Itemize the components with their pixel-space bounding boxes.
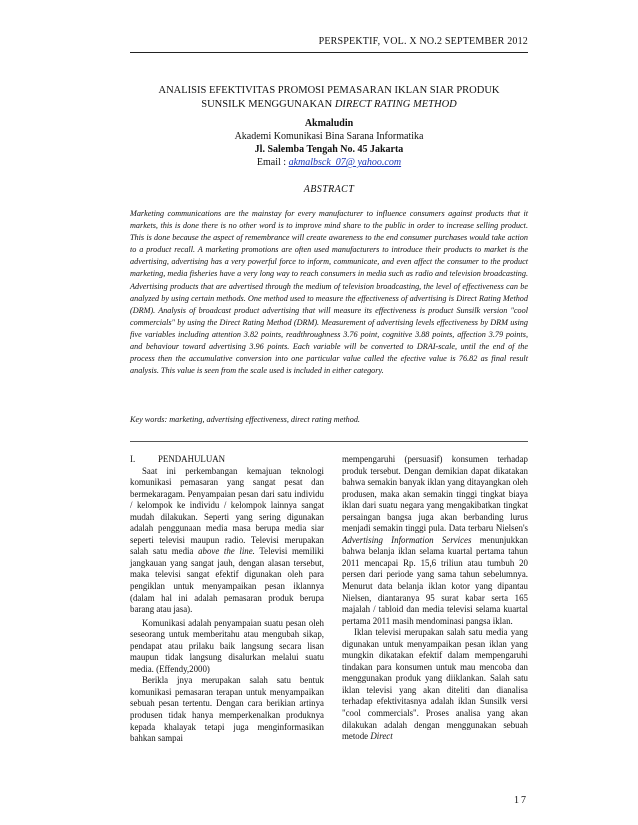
section-title: PENDAHULUAN <box>158 454 226 464</box>
author-affiliation: Akademi Komunikasi Bina Sarana Informatika <box>234 131 424 142</box>
author-address: Jl. Salemba Tengah No. 45 Jakarta <box>254 144 404 155</box>
paper-title <box>100 84 558 112</box>
section-rule <box>130 441 528 442</box>
header-rule <box>130 52 528 53</box>
section-heading <box>130 454 324 466</box>
running-head: PERSPEKTIF, VOL. X NO.2 SEPTEMBER 2012 <box>318 36 528 47</box>
abstract-heading: ABSTRACT <box>303 184 355 195</box>
author-name: Akmaludin <box>304 118 354 129</box>
right-paragraph-2 <box>342 627 528 742</box>
left-p1-italic: above the line. <box>198 546 255 557</box>
left-paragraph-3: Berikla jnya merupakan salah satu bentuk komunikasi pemasaran terapan untuk menyampaikan sebuah pesan tertentu. Dengan cara berikian artinya produsen tidak hanya memperkenalkan produknya kepada khalayak tetapi juga menginformasikan bahkan sampai <box>130 675 324 744</box>
title-line-2-prefix: SUNSILK MENGGUNAKAN <box>201 99 335 110</box>
right-p1-text: mempengaruhi (persuasif) konsumen terhadap produk tersebut. Dengan demikian dapat dikatakan bahwa semakin banyak iklan yang ditayangkan oleh produsen, maka akan semakin tinggi tingkat biaya iklan dari suatu negara yang mengakibatkan tingkat persaingan bangsa juga akan berbanding lurus menjadi semakin tinggi pula. Data terbaru Nielsen's <box>342 454 528 534</box>
right-p1-italic: Advertising Information Services <box>342 534 472 545</box>
title-line-2 <box>100 98 558 112</box>
email-label: Email : <box>256 157 289 168</box>
author-email-line <box>100 156 558 169</box>
left-p1-text: Saat ini perkembangan kemajuan teknologi komunikasi pemasaran yang sangat pesat dan bermekaragam. Penyampaian pesan dari satu individu / kelompok ke individu / kelompok lainnya sangat mudah dilakukan. Seperti yang sering digunakan adalah penggunaan media masa berupa media siar seperti televisi maupun radio. Televisi merupakan salah satu media <box>130 465 324 557</box>
left-column <box>130 454 324 745</box>
left-paragraph-1 <box>130 466 324 616</box>
right-p2-italic: Direct <box>370 731 393 742</box>
keywords: Key words: marketing, advertising effectiveness, direct rating method. <box>130 415 360 424</box>
section-number: I. <box>130 454 136 464</box>
author-block <box>100 117 558 169</box>
left-paragraph-2: Komunikasi adalah penyampaian suatu pesan oleh seseorang untuk memberitahu atau mengubah sikap, pendapat atau prilaku baik langsung secara lisan maupun tidak langsung disalurkan melalui suatu media. (Effendy,2000) <box>130 617 324 674</box>
right-p2-text: Iklan televisi merupakan salah satu media yang digunakan untuk menyampaikan pesan iklan yang mungkin dikatakan efektif dalam mempengaruhi tindakan para konsumen untuk mau mencoba dan menggunakan produk yang diiklankan. Salah satu iklan televisi yang akan diteliti dan dianalisa terhadap efektivitasnya adalah iklan Sunsilk versi "cool commercials". Proses analisa yang akan dilakukan adalah dengan menggunakan sebuah metode <box>342 627 528 742</box>
right-column <box>342 454 528 743</box>
abstract-text: Marketing communications are the mainstay for every manufacturer to influence consumers against products that it markets, this is done there is no other word is to improve mind share to the public in order to increase selling product. This is done because the aspect of remembrance will create awareness to the end consumer purchases would take action to a product recall. A marketing promotions are often used manufacturers to introduce their products to market is the advertising, advertising has a very powerful force to inform, communicate, and even affect the consumer to the product marketing, media fisheries have a very long way to reach consumers in media such as radio and television broadcasting. Advertising products that are advertised through the medium of television broadcasting, the level of effectiveness can be analyzed by using certain methods. One method used to measure the effectiveness of advertising is Direct Rating Method (DRM). Analysis of broadcast product advertising that will measure its effectiveness is product Sunsilk version "cool commercials" by using the Direct Rating Method (DRM). Measurement of advertising levels effectiveness by DRM using five variables including attention 3.82 points, readthroughness 3.76 point, cognitive 3.88 points, affection 3.79 points, and behaviour toward advertising 3.96 points. Each variable will be converted to DRAI-scale, until the end of the process then the accumulative conversion into one particular value called the efective value is 76.82 as final result analysis. This value is seen from the scale used is included in either category. <box>130 209 528 376</box>
title-line-2-italic: DIRECT RATING METHOD <box>334 99 457 110</box>
right-paragraph-1 <box>342 454 528 627</box>
page-number: 17 <box>514 795 528 806</box>
email-link[interactable]: akmalbsck_07@ yahoo.com <box>288 157 402 168</box>
right-p1-rest: menunjukkan bahwa belanja iklan selama kuartal pertama tahun 2011 mencapai Rp. 15,6 triliun atau tumbuh 20 persen dari periode yang sama tahun sebelumnya. Menurut data belanja iklan kotor yang dipantau Nielsen, diantaranya 95 surat kabar serta 165 majalah / tabloid dan media televisi selama kuartal pertama 2011 masih mendominasi pangsa iklan. <box>342 534 528 626</box>
title-line-1: ANALISIS EFEKTIVITAS PROMOSI PEMASARAN IKLAN SIAR PRODUK <box>158 85 500 96</box>
left-p1-rest: Televisi memiliki jangkauan yang sangat jauh, dengan alasan tersebut, maka televisi sangat efektif digunakan oleh para pengiklan untuk menyampaikan pesan iklannya (dalam hal ini adalah pemasaran produk berupa barang atau jasa). <box>130 546 325 615</box>
